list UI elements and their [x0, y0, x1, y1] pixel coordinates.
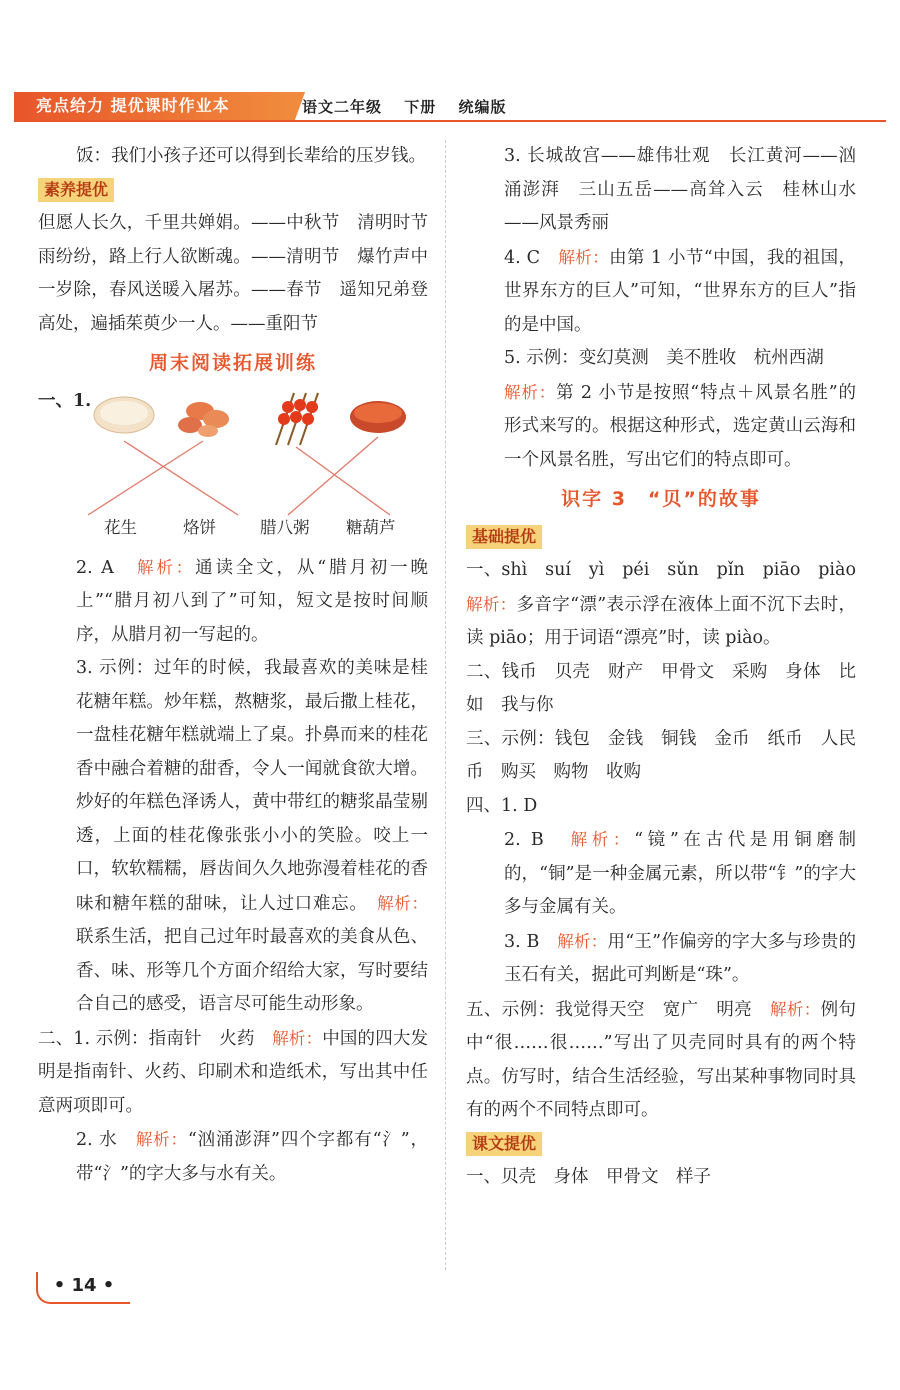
porridge-surface-icon	[100, 401, 148, 425]
y4-2-number: 2. B	[504, 830, 544, 850]
header-subject-info	[302, 96, 523, 117]
answer-k1: 一、贝壳 身体 甲骨文 样子	[466, 1167, 711, 1187]
food-label-1: 花生	[104, 517, 137, 537]
r4-analysis-text: 由第 1 小节“中国，我的祖国，世界东方的巨人”可知，“世界东方的巨人”指的是中国。	[504, 247, 856, 335]
food-label-3: 腊八粥	[260, 517, 310, 537]
header-edition: 统编版	[458, 98, 507, 116]
q2-analysis-keyword: 解析：	[137, 557, 196, 577]
peanut-icon	[178, 402, 229, 437]
header-brand: 亮点给力 提优课时作业本	[14, 92, 286, 120]
section-tag-literacy: 素养提优	[38, 178, 114, 202]
answer-paragraph-top: 饭：我们小孩子还可以得到长辈给的压岁钱。	[76, 146, 426, 166]
y1-analysis-text: 多音字“漂”表示浮在液体上面不沉下去时，读 piāo；用于词语“漂亮”时，读 piào。	[466, 594, 856, 648]
y4-2-analysis-keyword: 解析：	[570, 830, 635, 849]
y5-analysis-text: 例句中“很……很……”写出了贝壳同时具有的两个特点。仿写时，结合生活经验，写出某种事物同时具有的两个不同特点即可。	[466, 999, 857, 1120]
y5-analysis-keyword: 解析：	[770, 999, 821, 1019]
er1-analysis-text: 中国的四大发明是指南针、火药、印刷术和造纸术，写出其中任意两项即可。	[38, 1028, 429, 1116]
match-line-3	[296, 447, 390, 515]
answer-part2-q1	[38, 1022, 428, 1124]
answer-y1	[466, 554, 856, 656]
q3-text: 3. 示例：过年的时候，我最喜欢的美味是桂花糖年糕。炒年糕，熬糖浆，最后撒上桂花，一盘桂花糖年糕就端上了桌。扑鼻而来的桂花香中融合着糖的甜香，令人一闻就食欲大增。炒好的年糕色泽诱人，黄中带红的糖浆晶莹剔透，上面的桂花像张张小小的笑脸。咬上一口，软软糯糯，唇齿间久久地弥漫着桂花的香味和糖年糕的甜味，让人过口难忘。	[76, 658, 428, 914]
answer-q2	[38, 551, 428, 653]
page-number: • 14 •	[36, 1272, 130, 1304]
food-label-4: 糖葫芦	[346, 517, 396, 537]
r5-text: 5. 示例：变幻莫测 美不胜收 杭州西湖	[504, 348, 824, 368]
left-column	[38, 140, 428, 1191]
header-subject: 语文二年级	[302, 98, 383, 116]
y5-head: 五、示例：我觉得天空 宽广 明亮	[466, 999, 753, 1020]
y1-head: 一、shì suí yì péi sǔn pǐn piāo piào	[466, 560, 856, 580]
r4-analysis-keyword: 解析：	[558, 247, 610, 267]
match-line-1	[124, 441, 238, 515]
answer-part2-q2	[38, 1123, 428, 1191]
q2-analysis-text: 通读全文，从“腊月初一晚上”“腊月初八到了”可知，短文是按时间顺序，从腊月初一写起的。	[76, 557, 429, 645]
answer-y2: 二、钱币 贝壳 财产 甲骨文 采购 身体 比如 我与你	[466, 661, 856, 715]
section-tag-basic: 基础提优	[466, 525, 542, 549]
matching-lines-svg	[38, 385, 428, 525]
q3-analysis-text: 联系生活，把自己过年时最喜欢的美食从色、香、味、形等几个方面介绍给大家，写时要结合自己的感受，语言尽可能生动形象。	[76, 927, 428, 1014]
laba-porridge-icon	[350, 401, 406, 433]
y4-3-number: 3. B	[504, 931, 540, 952]
answer-y5	[466, 993, 856, 1128]
er2-analysis-keyword: 解析：	[135, 1130, 188, 1149]
answer-r5	[466, 342, 856, 477]
lesson-title: 识字 3 “贝”的故事	[561, 488, 761, 510]
r5-analysis-text: 第 2 小节是按照“特点＋风景名胜”的形式来写的。根据这种形式，选定黄山云海和一个风景名胜，写出它们的特点即可。	[504, 382, 857, 470]
y4-2-analysis-text: “镜”在古代是用铜磨制的，“铜”是一种金属元素，所以带“钅”的字大多与金属有关。	[504, 830, 856, 917]
section-tag-text: 课文提优	[466, 1132, 542, 1156]
answer-r4	[466, 241, 856, 343]
poem-answers: 但愿人长久，千里共婵娟。——中秋节 清明时节雨纷纷，路上行人欲断魂。——清明节 爆竹声中一岁除，春风送暖入屠苏。——春节 遥知兄弟登高处，遍插茱萸少一人。——重阳节	[38, 213, 428, 334]
match-line-4	[288, 437, 378, 515]
column-divider	[445, 140, 446, 1270]
y1-analysis-keyword: 解析：	[466, 594, 517, 614]
answer-r3: 3. 长城故宫——雄伟壮观 长江黄河——汹涌澎湃 三山五岳——高耸入云 桂林山水——风景秀丽	[504, 146, 856, 233]
er1-head: 二、1. 示例：指南针 火药	[38, 1028, 255, 1049]
er1-analysis-keyword: 解析：	[272, 1028, 323, 1048]
answer-y3: 三、示例：钱包 金钱 铜钱 金币 纸币 人民币 购买 购物 收购	[466, 728, 856, 782]
page-header	[14, 92, 886, 122]
question-label: 一、1.	[38, 390, 92, 411]
er2-number: 2. 水	[76, 1130, 118, 1150]
food-matching-figure	[38, 385, 428, 537]
q2-number: 2. A	[76, 557, 114, 578]
r5-analysis-keyword: 解析：	[504, 382, 557, 402]
q3-analysis-keyword: 解析：	[377, 893, 429, 913]
r4-number: 4. C	[504, 247, 541, 268]
reading-section-title: 周末阅读拓展训练	[148, 352, 317, 374]
match-line-2	[88, 441, 203, 515]
right-column	[466, 140, 856, 1195]
answer-y4-1: 四、1. D	[466, 795, 538, 816]
y4-3-analysis-text: 用“王”作偏旁的字大多与珍贵的玉石有关，据此可判断是“珠”。	[504, 931, 856, 985]
food-label-2: 烙饼	[183, 517, 216, 537]
y4-3-analysis-keyword: 解析：	[557, 931, 608, 951]
header-rule	[14, 120, 886, 122]
answer-q3	[38, 652, 428, 1022]
er2-analysis-text: “汹涌澎湃”四个字都有“氵”，带“氵”的字大多与水有关。	[76, 1130, 429, 1184]
candied-haws-icon	[276, 393, 318, 445]
answer-y4-2	[466, 823, 856, 925]
header-volume: 下册	[404, 98, 437, 116]
answer-y4-3	[466, 925, 856, 993]
